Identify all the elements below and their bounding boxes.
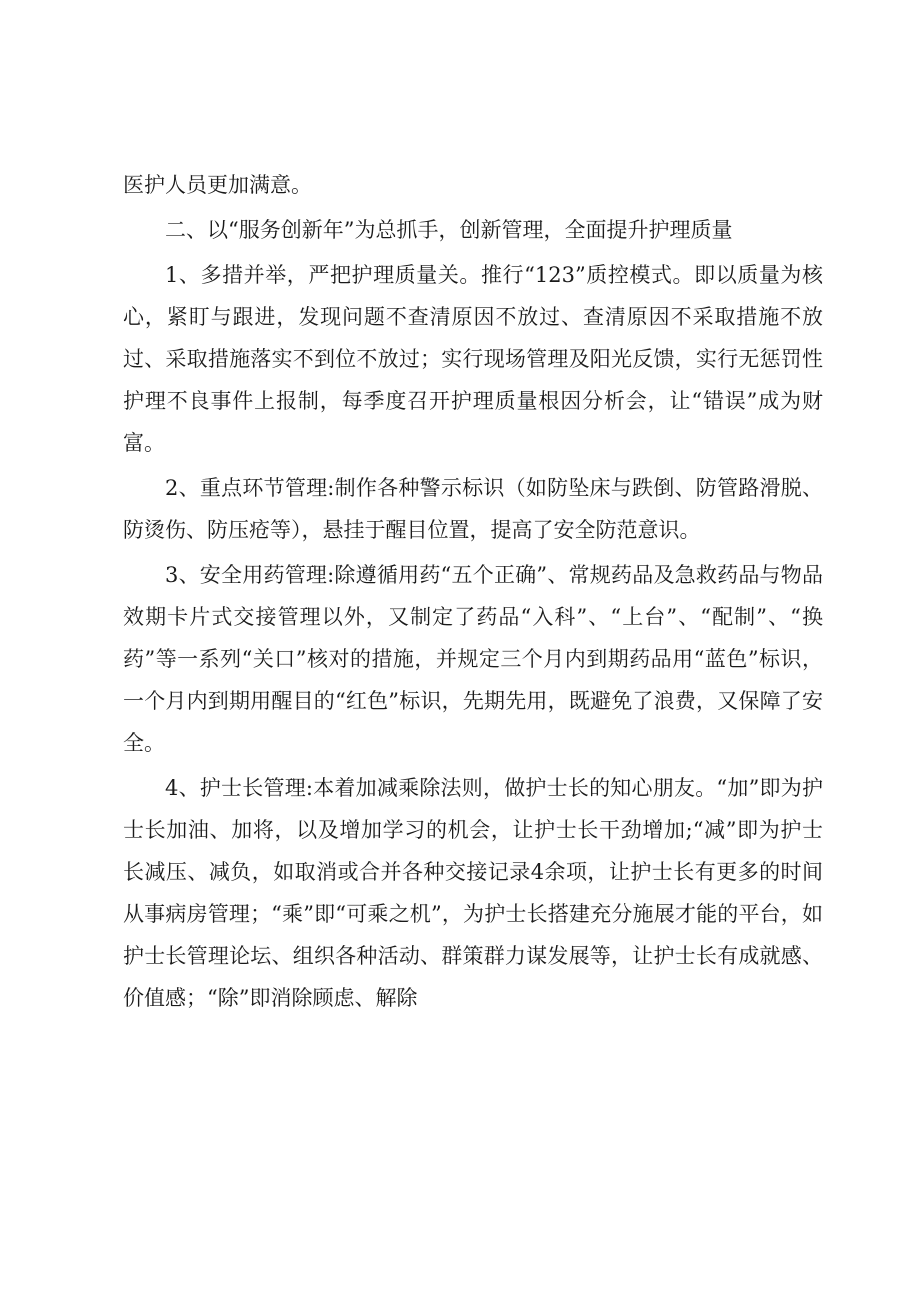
paragraph-head-nurse-management: 4、护士长管理:本着加减乘除法则，做护士长的知心朋友。“加”即为护士长加油、加将，以及增加学习的机会，让护士长干劲增加;“减”即为护士长减压、减负，如取消或合并各种交接记录4余项，让护士长有更多的时间从事病房管理；“乘”即“可乘之机”，为护士长搭建充分施展才能的平台，如护士长管理论坛、组织各种活动、群策群力谋发展等，让护士长有成就感、价值感；“除”即消除顾虑、解除 (123, 776, 823, 1010)
paragraph-quality-control: 1、多措并举，严把护理质量关。推行“123”质控模式。即以质量为核心，紧盯与跟进，发现问题不查清原因不放过、查清原因不采取措施不放过、采取措施落实不到位不放过；实行现场管理及阳光反馈，实行无惩罚性护理不良事件上报制，每季度召开护理质量根因分析会，让“错误”成为财富。 (123, 263, 823, 455)
paragraph-key-links: 2、重点环节管理:制作各种警示标识（如防坠床与跌倒、防管路滑脱、防烫伤、防压疮等），悬挂于醒目位置，提高了安全防范意识。 (123, 476, 823, 542)
document-body (123, 164, 823, 1022)
section-heading-2: 二、以“服务创新年”为总抓手，创新管理，全面提升护理质量 (165, 218, 733, 242)
paragraph-medication-safety: 3、安全用药管理:除遵循用药“五个正确”、常规药品及急救药品与物品效期卡片式交接管理以外，又制定了药品“入科”、“上台”、“配制”、“换药”等一系列“关口”核对的措施，并规定三个月内到期药品用“蓝色”标识，一个月内到期用醒目的“红色”标识，先期先用，既避免了浪费，又保障了安全。 (123, 563, 823, 755)
paragraph-continuation: 医护人员更加满意。 (123, 173, 312, 197)
